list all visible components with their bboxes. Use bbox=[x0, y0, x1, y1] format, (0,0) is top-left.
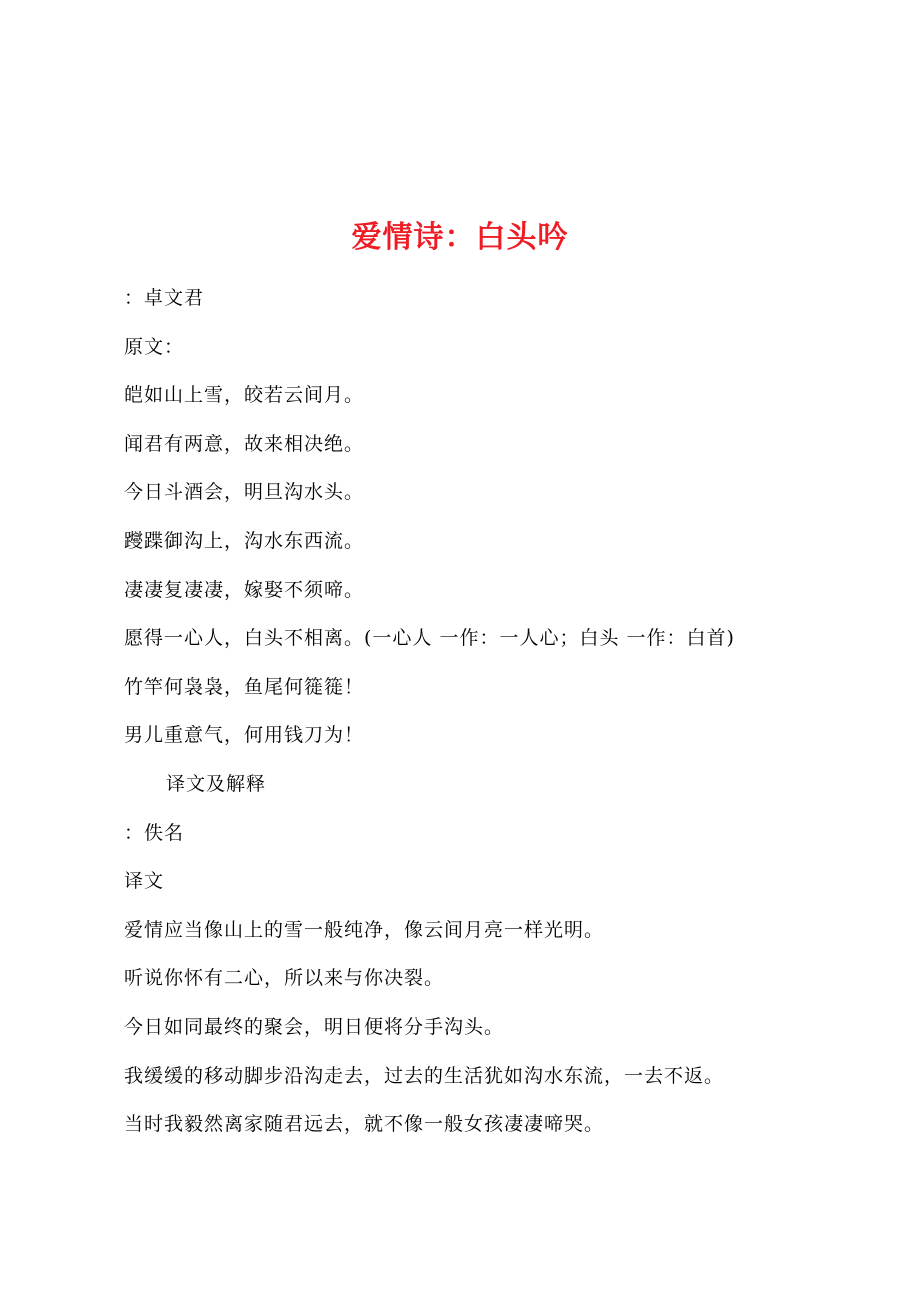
text-line: 听说你怀有二心，所以来与你决裂。 bbox=[124, 967, 445, 990]
text-line: 躞蹀御沟上，沟水东西流。 bbox=[124, 529, 365, 552]
section-heading: 译文及解释 bbox=[166, 772, 267, 795]
text-line: 我缓缓的移动脚步沿沟走去，过去的生活犹如沟水东流，一去不返。 bbox=[124, 1064, 725, 1087]
text-line: 凄凄复凄凄，嫁娶不须啼。 bbox=[124, 578, 365, 601]
text-line: 当时我毅然离家随君远去，就不像一般女孩凄凄啼哭。 bbox=[124, 1113, 605, 1136]
text-line: 竹竿何袅袅，鱼尾何簁簁！ bbox=[124, 675, 365, 698]
text-line: 今日斗酒会，明旦沟水头。 bbox=[124, 481, 365, 504]
document-title: 爱情诗：白头吟 bbox=[351, 220, 569, 256]
text-line: ：卓文君 bbox=[124, 287, 205, 309]
text-line: 闻君有两意，故来相决绝。 bbox=[124, 432, 365, 455]
text-line: 皑如山上雪，皎若云间月。 bbox=[124, 384, 365, 407]
text-line: 男儿重意气，何用钱刀为！ bbox=[124, 724, 365, 747]
text-body bbox=[124, 282, 824, 1157]
text-line: 愿得一心人，白头不相离。(一心人 一作：一人心；白头 一作：白首) bbox=[124, 627, 735, 650]
text-line: 译文 bbox=[124, 870, 165, 893]
text-line: 爱情应当像山上的雪一般纯净，像云间月亮一样光明。 bbox=[124, 918, 605, 941]
text-line: 今日如同最终的聚会，明日便将分手沟头。 bbox=[124, 1015, 505, 1038]
text-line: ：佚名 bbox=[124, 821, 185, 844]
text-line: 原文： bbox=[124, 335, 185, 358]
